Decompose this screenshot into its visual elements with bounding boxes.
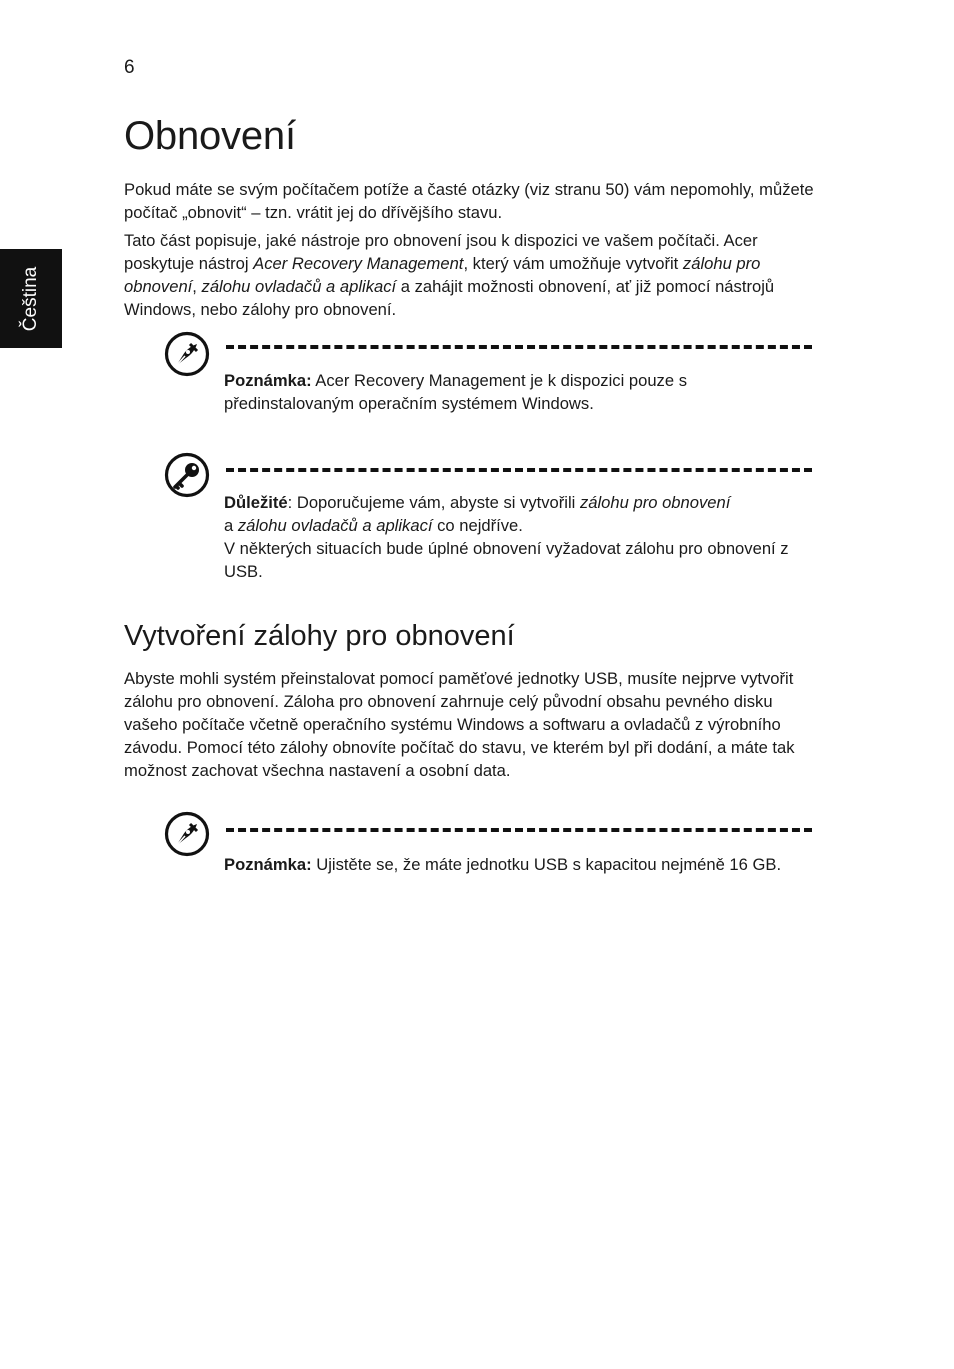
note-text-2 bbox=[224, 853, 794, 876]
intro-p2-italic-1: Acer Recovery Management bbox=[253, 254, 464, 273]
important-text-1: : Doporučujeme vám, abyste si vytvořili bbox=[287, 493, 580, 512]
intro-p2-italic-3: zálohu ovladačů a aplikací bbox=[201, 277, 397, 296]
language-tab-label: Čeština bbox=[20, 266, 42, 331]
dashed-divider bbox=[226, 345, 812, 349]
intro-p2-text-d: a zahájit možnosti obnovení, ať již pomocí nástrojů Windows, nebo zálohy pro obnovení. bbox=[124, 277, 775, 319]
important-text-2: a bbox=[224, 516, 238, 535]
section-body: Abyste mohli systém přeinstalovat pomocí paměťové jednotky USB, musíte nejprve vytvořit zálohu pro obnovení. Záloha pro obnovení zahrnuje celý původní obsahu pevného disku vašeho počítače včetně operačního systému Windows a softwaru a ovladačů z výrobního závodu. Pomocí této zálohy obnovíte počítač do stavu, ve kterém byl při dodání, a máte tak možnost zachovat všechna nastavení a osobní data. bbox=[124, 669, 795, 780]
intro-paragraph-2 bbox=[124, 229, 814, 321]
page-title: Obnovení bbox=[124, 114, 296, 158]
dashed-divider bbox=[226, 468, 812, 472]
note-label: Poznámka: bbox=[224, 371, 312, 390]
intro-paragraph-1: Pokud máte se svým počítačem potíže a časté otázky (viz stranu 50) vám nepomohly, můžete počítač „obnovit“ – tzn. vrátit jej do dřívějšího stavu. bbox=[124, 180, 814, 222]
key-important-icon bbox=[164, 452, 210, 498]
important-text-3: co nejdříve. bbox=[432, 516, 523, 535]
intro-p2-text-a: Tato část popisuje, jaké nástroje pro obnovení jsou k dispozici ve vašem počítači. Acer poskytuje nástroj bbox=[124, 231, 758, 273]
important-italic-1: zálohu pro obnovení bbox=[579, 493, 731, 512]
pen-nib-note-icon bbox=[164, 811, 210, 857]
note-label: Poznámka: bbox=[224, 855, 312, 874]
note-text-1 bbox=[224, 369, 794, 415]
important-italic-2: zálohu ovladačů a aplikací bbox=[237, 516, 433, 535]
important-text bbox=[224, 491, 794, 583]
pen-nib-note-icon bbox=[164, 331, 210, 377]
dashed-divider bbox=[226, 828, 812, 832]
note-body: Ujistěte se, že máte jednotku USB s kapacitou nejméně 16 GB. bbox=[311, 855, 782, 874]
page-number: 6 bbox=[124, 57, 135, 78]
language-tab bbox=[0, 249, 62, 348]
intro-p2-text-c: , bbox=[192, 277, 202, 296]
section-heading: Vytvoření zálohy pro obnovení bbox=[124, 620, 515, 652]
intro-p2-italic-2: zálohu pro obnovení bbox=[124, 254, 761, 296]
intro-p2-text-b: , který vám umožňuje vytvořit bbox=[463, 254, 683, 273]
note-body: Acer Recovery Management je k dispozici pouze s předinstalovaným operačním systémem Windows. bbox=[224, 371, 687, 413]
important-label: Důležité bbox=[224, 493, 288, 512]
important-line-2: V některých situacích bude úplné obnovení vyžadovat zálohu pro obnovení z USB. bbox=[224, 539, 789, 581]
